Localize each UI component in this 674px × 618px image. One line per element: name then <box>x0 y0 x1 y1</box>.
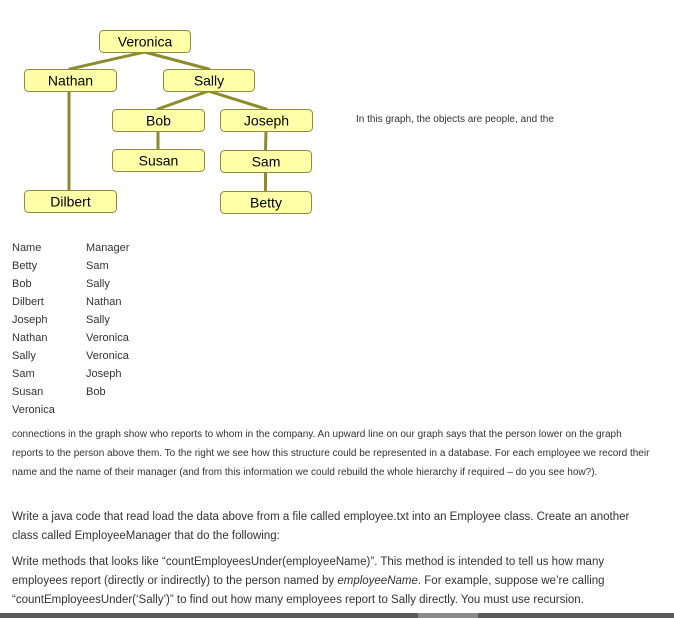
node-label: Dilbert <box>50 193 91 210</box>
node-bob <box>113 110 205 132</box>
edge-veronica-sally <box>145 52 209 69</box>
table-cell: Sally <box>86 314 110 326</box>
table-cell: Sally <box>86 278 110 290</box>
node-betty <box>221 192 312 214</box>
table-cell: Veronica <box>12 404 55 416</box>
table-row <box>12 275 129 293</box>
table-row <box>12 257 129 275</box>
node-dilbert <box>25 191 117 213</box>
table-cell: Betty <box>12 260 38 272</box>
table-cell: Susan <box>12 386 44 398</box>
table-header-row <box>12 239 129 257</box>
table-cell: Veronica <box>86 332 129 344</box>
table-cell: Veronica <box>86 350 129 362</box>
table-cell: Dilbert <box>12 296 44 308</box>
node-joseph <box>221 110 313 132</box>
node-label: Veronica <box>117 33 173 50</box>
edge-joseph-sam <box>266 131 267 150</box>
node-label: Susan <box>138 152 179 169</box>
table-row <box>12 383 129 401</box>
method-paragraph <box>12 553 657 610</box>
node-label: Bob <box>146 112 171 129</box>
table-cell: Joseph <box>86 368 122 380</box>
table-cell: Sam <box>86 260 109 272</box>
description-paragraph: connections in the graph show who reports to whom in the company. An upward line on our graph says that the person lower on the graph reports to the person above them. To the right we see how this structure could be represented in a database. For each employee we record their name and the name of their manager (and from this information we could rebuild the whole hierarchy if required – do you see how?). <box>12 429 650 478</box>
edge-veronica-nathan <box>70 52 145 69</box>
table-cell <box>86 401 129 419</box>
table-row <box>12 311 129 329</box>
node-susan <box>113 150 205 172</box>
table-cell: Bob <box>12 278 32 290</box>
table-row <box>12 293 129 311</box>
table-header-name: Name <box>12 242 42 254</box>
table-cell: Sam <box>12 368 35 380</box>
graph-description-text: In this graph, the objects are people, and the <box>356 114 554 125</box>
node-label: Sally <box>193 72 225 89</box>
org-chart <box>0 0 674 230</box>
table-row <box>12 401 129 419</box>
method-text-a: Write methods that looks like “countEmployeesUnder(employeeName)”. This method is intended to tell us how many employees report (directly or indirectly) to the person named by <box>12 556 605 587</box>
table-row <box>12 365 129 383</box>
table-row <box>12 347 129 365</box>
task-paragraph: Write a java code that read load the data above from a file called employee.txt into an Employee class. Create an another class called EmployeeManager that do the following: <box>12 511 630 542</box>
table-row <box>12 329 129 347</box>
table-header-manager: Manager <box>86 242 130 254</box>
table-cell: Joseph <box>12 314 48 326</box>
node-nathan <box>25 70 117 92</box>
edge-sally-bob <box>158 91 209 109</box>
table-cell: Nathan <box>86 296 122 308</box>
node-sam <box>221 151 312 173</box>
employee-table <box>12 239 129 419</box>
node-label: Nathan <box>47 72 94 89</box>
bottom-scrollbar[interactable] <box>0 613 674 618</box>
node-sally <box>164 70 255 92</box>
edge-sally-joseph <box>209 91 267 109</box>
table-cell: Sally <box>12 350 36 362</box>
node-veronica <box>100 31 191 53</box>
node-label: Joseph <box>243 112 290 129</box>
node-label: Betty <box>250 194 282 211</box>
scrollbar-thumb[interactable] <box>418 613 478 618</box>
node-label: Sam <box>251 153 281 170</box>
method-text-b: . For example, suppose we’re calling “countEmployeesUnder(‘Sally’)” to find out how many employees report to Sally directly. You must use recursion. <box>12 575 605 606</box>
table-cell: Nathan <box>12 332 48 344</box>
table-cell: Bob <box>86 386 106 398</box>
method-text-emphasis: employeeName <box>337 575 418 587</box>
